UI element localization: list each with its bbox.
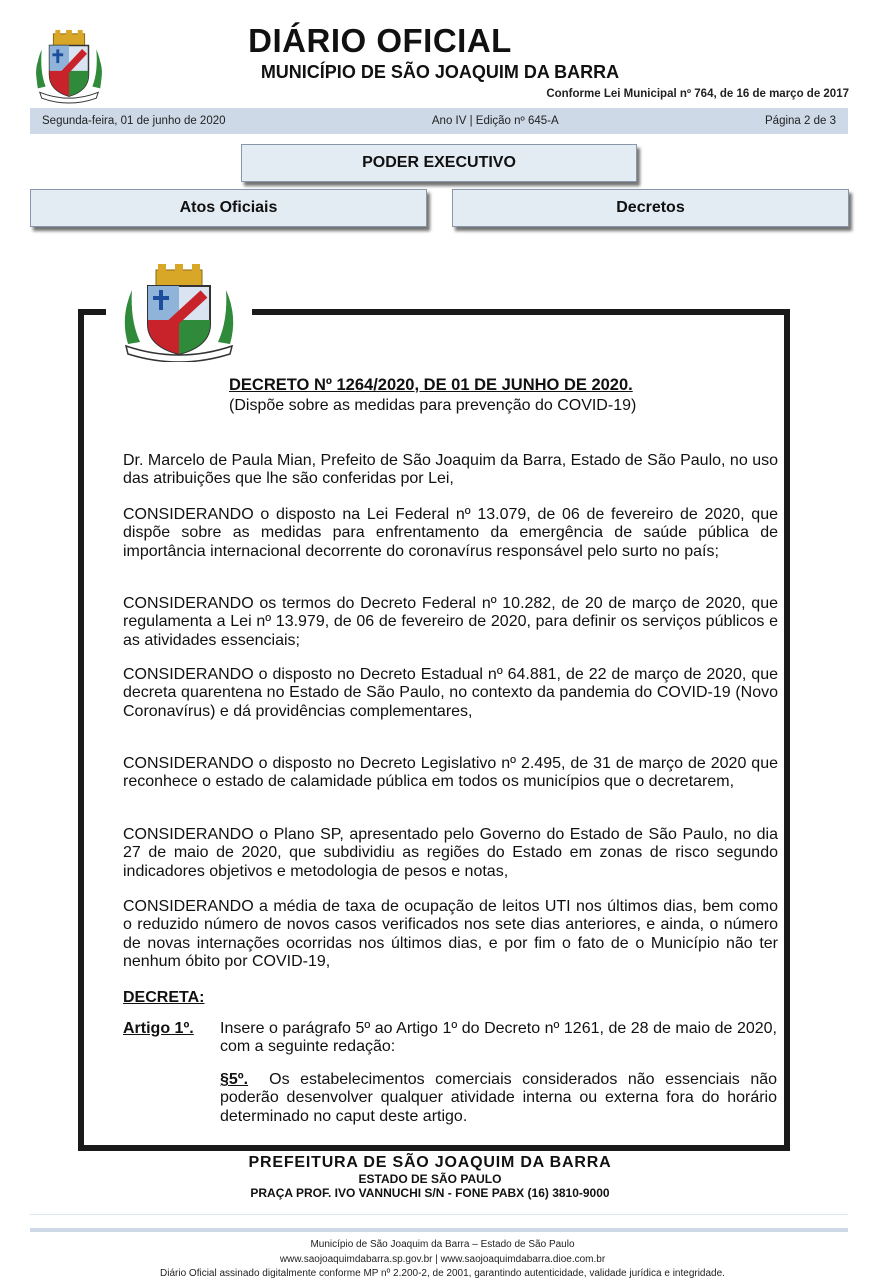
footer-municipality: Município de São Joaquim da Barra – Estado de São Paulo — [310, 1239, 575, 1250]
section-atos-oficiais: Atos Oficiais — [30, 189, 427, 227]
considerando-paragraph: CONSIDERANDO o disposto na Lei Federal nº 13.079, de 06 de fevereiro de 2020, que dispõe sobre as medidas para enfrentamento da emergência de saúde pública de importância internacional decorrente do coronavírus responsável pelo surto no país; — [123, 506, 778, 560]
footer-divider-thin — [30, 1214, 848, 1215]
municipality-subtitle: MUNICÍPIO DE SÃO JOAQUIM DA BARRA — [260, 62, 620, 82]
municipal-coat-of-arms-icon — [30, 28, 108, 104]
section-decretos: Decretos — [452, 189, 849, 227]
decreta-heading: DECRETA: — [123, 989, 205, 1006]
prefeitura-name: PREFEITURA DE SÃO JOAQUIM DA BARRA — [248, 1154, 612, 1171]
considerando-paragraph: CONSIDERANDO o disposto no Decreto Legislativo nº 2.495, de 31 de março de 2020 que reconhece o estado de calamidade pública em todos os municípios que o decretarem, — [123, 755, 778, 791]
considerando-paragraph: CONSIDERANDO o Plano SP, apresentado pelo Governo do Estado de São Paulo, no dia 27 de maio de 2020, que subdividiu as regiões do Estado em zonas de risco segundo indicadores objetivos e metodologia de pesos e notas, — [123, 826, 778, 880]
footer-websites: www.saojoaquimdabarra.sp.gov.br | www.saojoaquimdabarra.dioe.com.br — [279, 1254, 606, 1265]
considerando-paragraph: CONSIDERANDO os termos do Decreto Federal nº 10.282, de 20 de março de 2020, que regulamenta a Lei nº 13.979, de 06 de fevereiro de 2020, para definir os serviços públicos e as atividades essenciais; — [123, 595, 778, 649]
paragraph-5-label: §5º. — [220, 1071, 249, 1088]
article-1-text: Insere o parágrafo 5º ao Artigo 1º do Decreto nº 1261, de 28 de maio de 2020, com a seguinte redação: — [220, 1020, 777, 1056]
footer-divider — [30, 1228, 848, 1232]
considerando-paragraph: CONSIDERANDO o disposto no Decreto Estadual nº 64.881, de 22 de março de 2020, que decreta quarentena no Estado de São Paulo, no contexto da pandemia do COVID-19 (Novo Coronavírus) e dá providências complementares, — [123, 666, 778, 720]
considerando-paragraph: CONSIDERANDO a média de taxa de ocupação de leitos UTI nos últimos dias, bem como o reduzido número de novos casos verificados nos sete dias anteriores, e ainda, o número de novas internações ocorridas nos últimos dias, e por fim o fato de o Município não ter nenhum óbito por COVID-19, — [123, 898, 778, 970]
document-coat-of-arms-icon — [118, 262, 240, 362]
paragraph-5-text: Os estabelecimentos comerciais considerados não essenciais não poderão desenvolver qualquer atividade interna ou externa fora do horário determinado no caput deste artigo. — [220, 1071, 778, 1125]
section-poder-executivo: PODER EXECUTIVO — [241, 144, 637, 182]
page-indicator: Página 2 de 3 — [765, 115, 836, 127]
footer-signature-note: Diário Oficial assinado digitalmente conforme MP nº 2.200-2, de 2001, garantindo autenticidade, validade jurídica e integridade. — [160, 1268, 725, 1279]
decree-title: DECRETO Nº 1264/2020, DE 01 DE JUNHO DE 2020. — [229, 376, 633, 394]
newspaper-title: DIÁRIO OFICIAL — [248, 22, 512, 59]
publication-date: Segunda-feira, 01 de junho de 2020 — [42, 115, 226, 127]
law-note: Conforme Lei Municipal nº 764, de 16 de março de 2017 — [546, 88, 849, 100]
decree-intro: Dr. Marcelo de Paula Mian, Prefeito de São Joaquim da Barra, Estado de São Paulo, no uso das atribuições que lhe são conferidas por Lei, — [123, 452, 778, 488]
decree-subtitle: (Dispõe sobre as medidas para prevenção do COVID-19) — [229, 397, 637, 414]
prefeitura-state: ESTADO DE SÃO PAULO — [358, 1172, 502, 1186]
article-1-label: Artigo 1º. — [123, 1020, 194, 1037]
edition-info-bar — [30, 108, 848, 134]
paragraph-5 — [220, 1071, 777, 1126]
edition-number: Ano IV | Edição nº 645-A — [431, 115, 559, 127]
prefeitura-address: PRAÇA PROF. IVO VANNUCHI S/N - FONE PABX (16) 3810-9000 — [250, 1186, 610, 1200]
